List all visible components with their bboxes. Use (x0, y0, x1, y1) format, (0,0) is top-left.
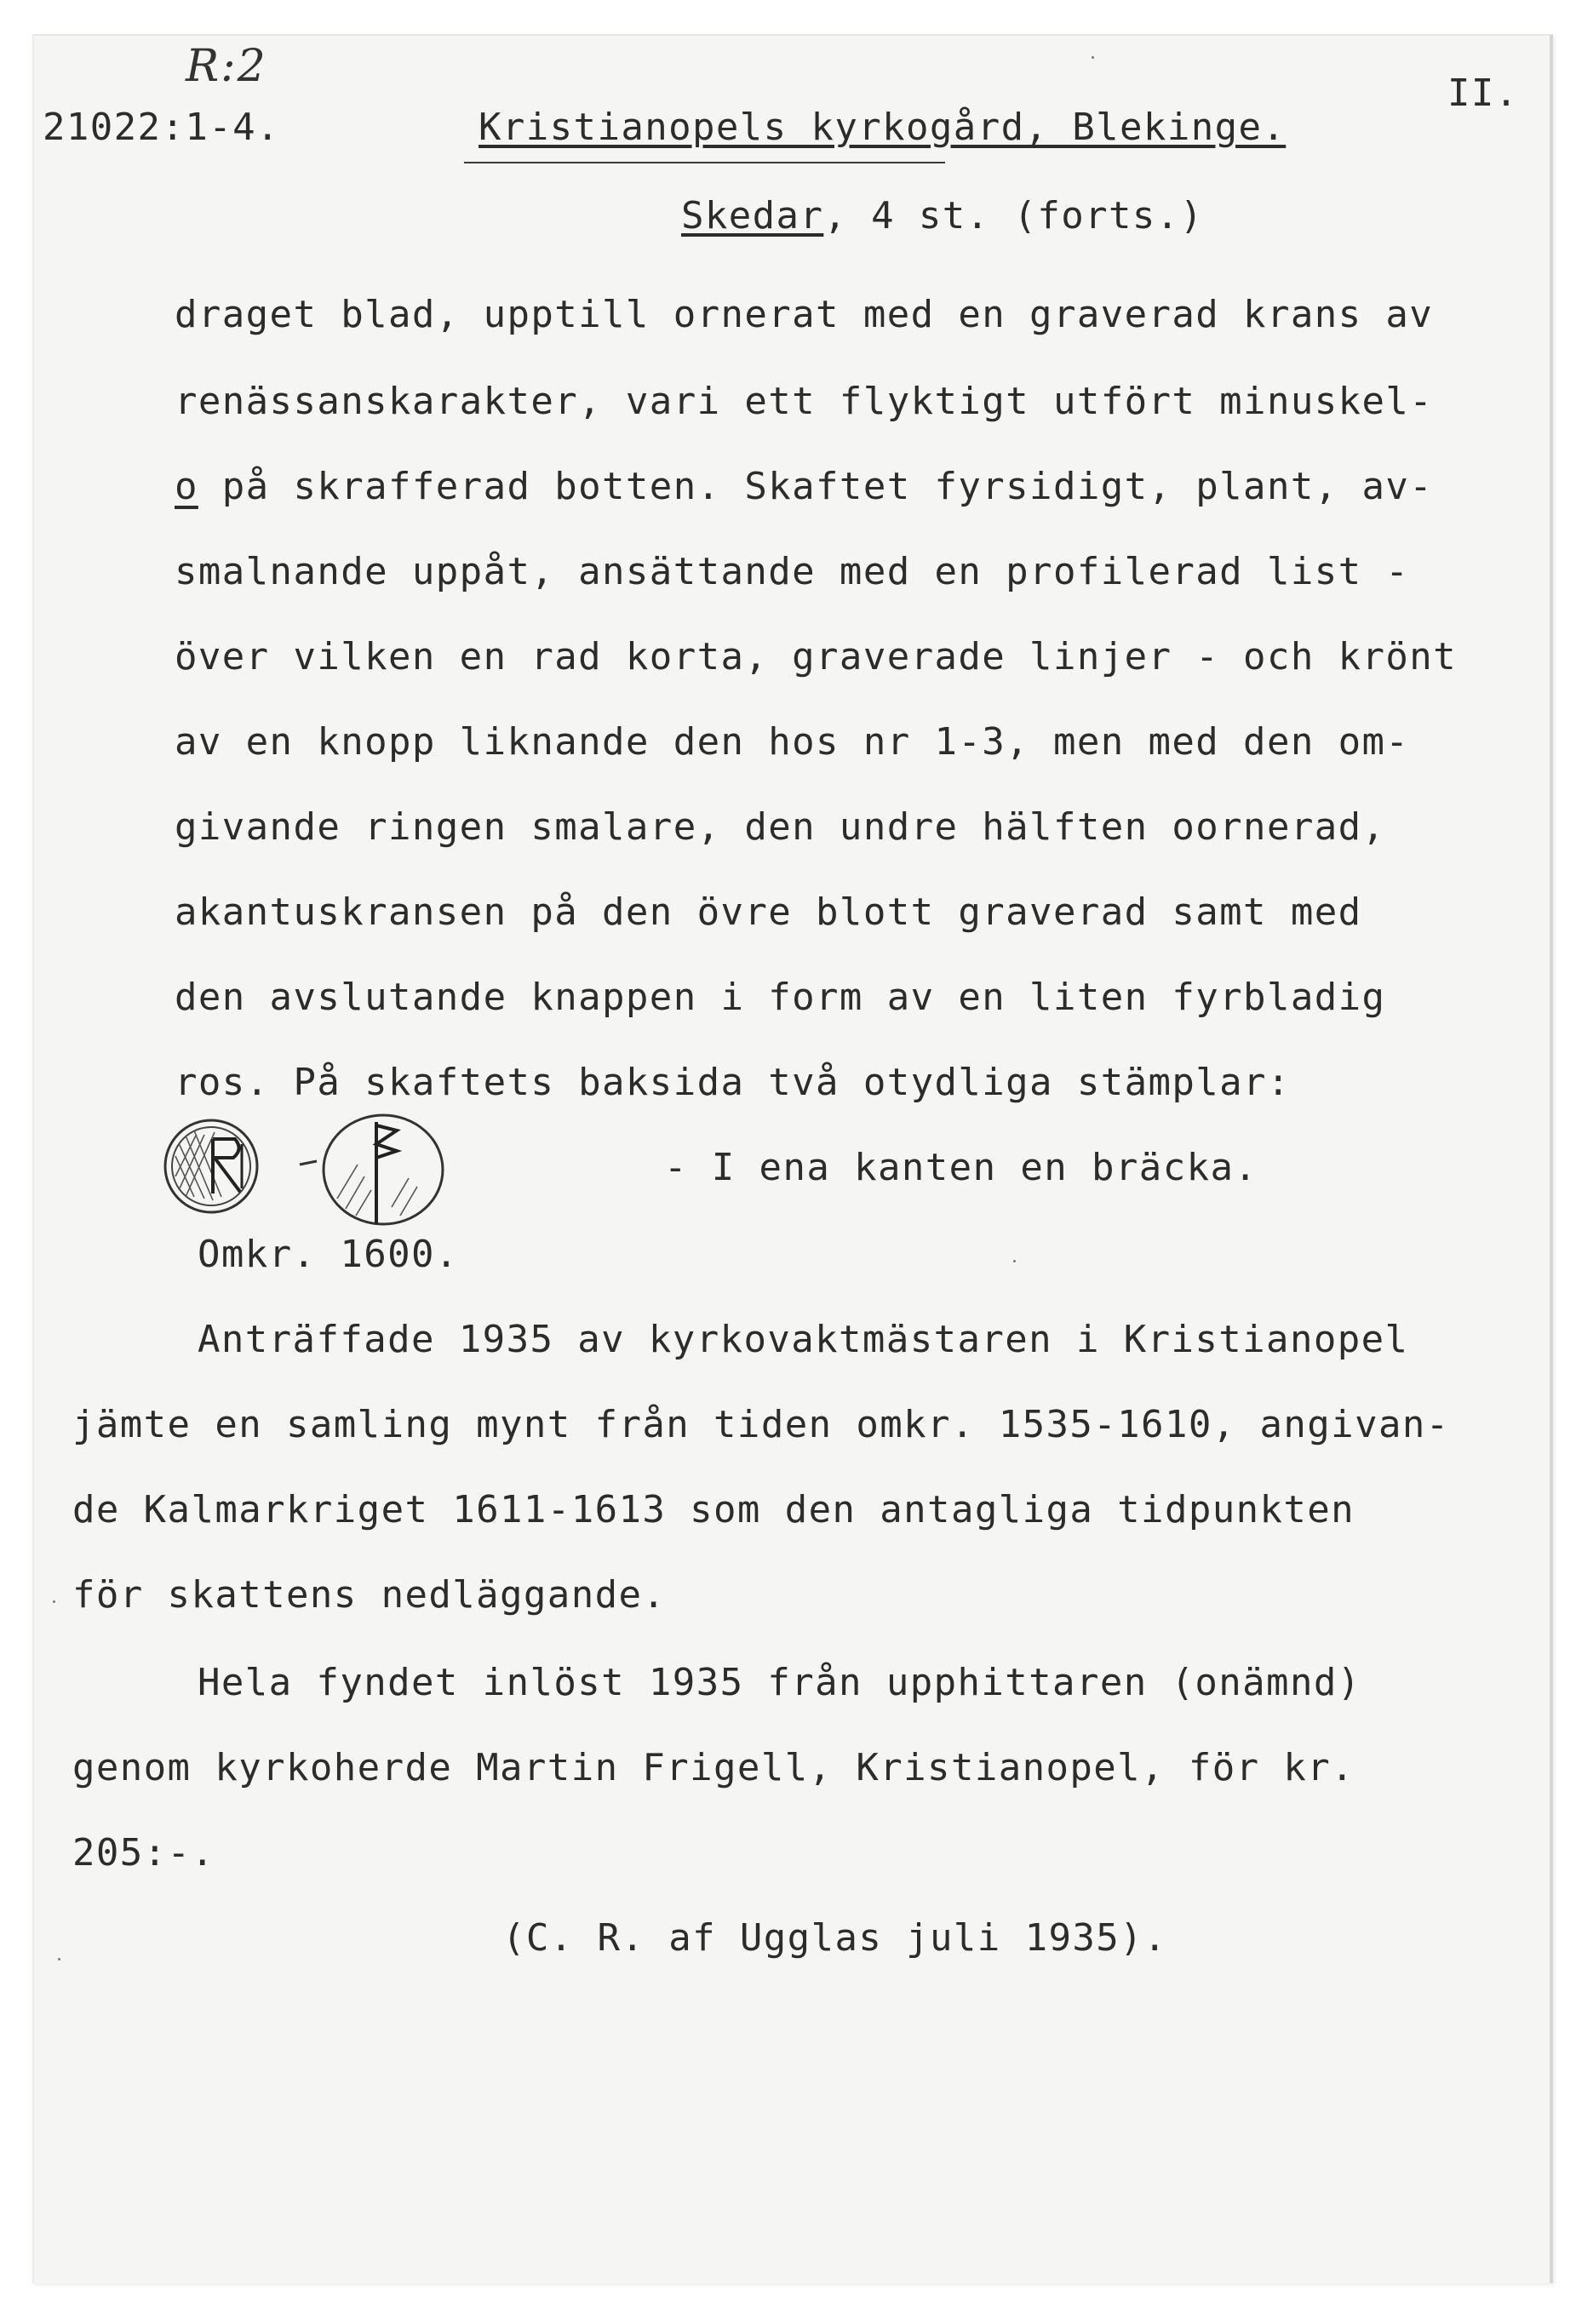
body-line-6: av en knopp liknande den hos nr 1-3, men med den om- (175, 720, 1410, 764)
paper-speck (1092, 56, 1094, 59)
paragraph-2-line-4: för skattens nedläggande. (72, 1573, 667, 1617)
body-line-7: givande ringen smalare, den undre hälften oornerad, (175, 805, 1386, 849)
paper-speck (1013, 1260, 1016, 1262)
body-line-2: renässanskarakter, vari ett flyktigt utfört minuskel- (175, 380, 1434, 423)
body-line-3-rest: på skrafferad botten. Skaftet fyrsidigt, plant, av- (198, 465, 1434, 508)
body-line-3 (175, 465, 1434, 508)
subtitle-underlined: Skedar (681, 194, 824, 238)
body-line-9: den avslutande knappen i form av en liten fyrbladig (175, 976, 1386, 1019)
signature-line: (C. R. af Ugglas juli 1935). (502, 1916, 1167, 1960)
stamp-note: - I ena kanten en bräcka. (664, 1146, 1258, 1189)
paragraph-3-line-3: 205:-. (72, 1831, 215, 1875)
title-rule (464, 162, 945, 163)
card-title: Kristianopels kyrkogård, Blekinge. (479, 106, 1287, 149)
paragraph-3-line-1: Hela fyndet inlöst 1935 från upphittaren (onämnd) (198, 1661, 1361, 1704)
paragraph-2-line-3: de Kalmarkriget 1611-1613 som den antagliga tidpunkten (72, 1488, 1355, 1531)
paper-speck (58, 1958, 60, 1961)
paragraph-2-line-1: Anträffade 1935 av kyrkovaktmästaren i Kristianopel (198, 1318, 1409, 1361)
body-line-1: draget blad, upptill ornerat med en graverad krans av (175, 293, 1434, 336)
body-line-8: akantuskransen på den övre blott graverad samt med (175, 890, 1362, 934)
hallmark-stamp-1 (165, 1120, 257, 1212)
paper-speck (53, 1600, 55, 1603)
inventory-number: 21022:1-4. (43, 106, 280, 149)
stamp-dash (300, 1161, 317, 1165)
paragraph-2-line-2: jämte en samling mynt från tiden omkr. 1535-1610, angivan- (72, 1403, 1450, 1446)
hallmark-stamp-2 (324, 1115, 443, 1224)
page-number: II. (1447, 72, 1519, 115)
card-subtitle (681, 194, 1204, 238)
subtitle-rest: , 4 st. (forts.) (823, 194, 1204, 238)
paragraph-3-line-2: genom kyrkoherde Martin Frigell, Kristianopel, för kr. (72, 1746, 1355, 1789)
underlined-letter: o (175, 465, 198, 508)
body-line-10: ros. På skaftets baksida två otydliga stämplar: (175, 1061, 1291, 1104)
date-line: Omkr. 1600. (198, 1233, 459, 1276)
body-line-5: över vilken en rad korta, graverade linjer - och krönt (175, 635, 1458, 678)
hallmark-drawings (153, 1105, 477, 1241)
body-line-4: smalnande uppåt, ansättande med en profilerad list - (175, 550, 1410, 593)
handwritten-mark: R:2 (186, 41, 267, 92)
